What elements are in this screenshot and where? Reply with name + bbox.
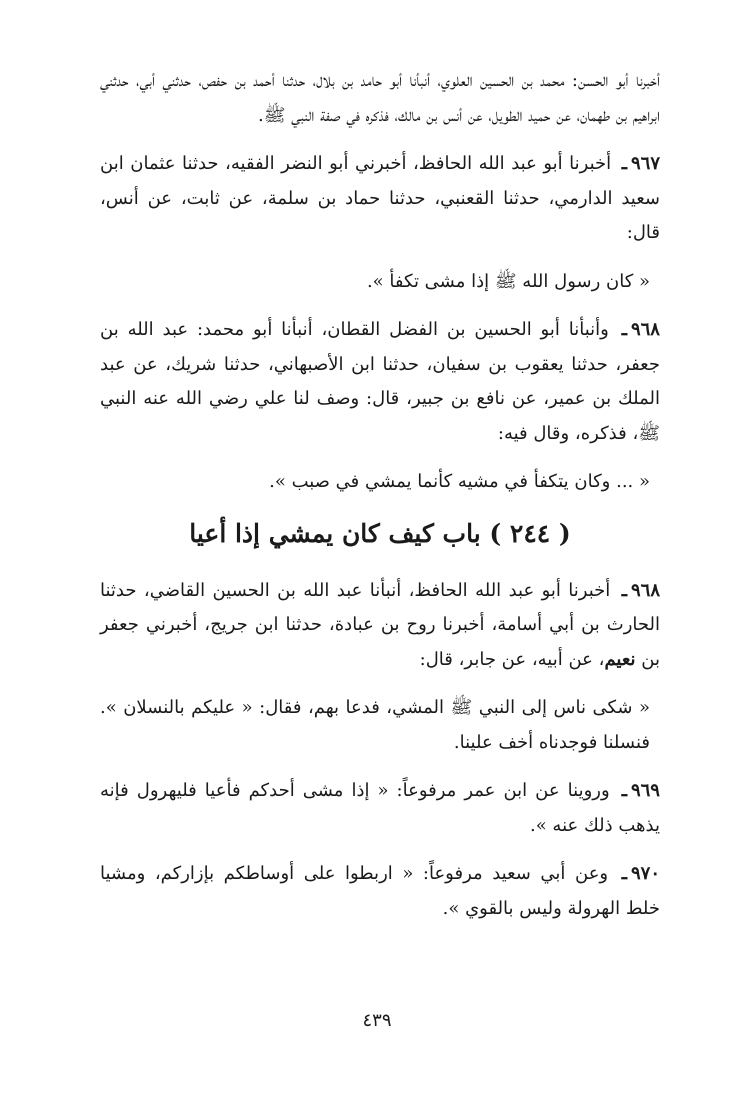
chapter-heading: ( ٢٤٤ ) باب كيف كان يمشي إذا أعيا [189,518,571,548]
hadith-number: ٩٧٠ [630,863,660,884]
hadith-968-a [100,313,660,451]
hadith-number: ٩٦٧ [630,153,660,174]
hadith-968-b [100,574,660,678]
dash-separator: ـ [621,319,627,340]
hadith-967 [100,147,660,251]
paragraph-text: أخبرنا أبو عبد الله الحافظ، أنبأنا عبد الله بن الحسين القاضي، حدثنا الحارث بن أبي أسامة، أخبرنا روح بن عبادة، حدثنا ابن جريج، أخبرني جعفر بن [100,579,660,670]
paragraph-text: وروينا عن ابن عمر مرفوعاً: « إذا مشى أحدكم فأعيا فليهرول فإنه يذهب ذلك عنه ». [100,780,660,836]
quote-text: « كان رسول الله ﷺ إذا مشى تكفأ ». [366,270,650,292]
hadith-number: ٩٦٩ [630,780,660,801]
bold-name: نعيم [604,648,636,670]
paragraph-text: أخبرنا أبو عبد الله الحافظ، أخبرني أبو النضر الفقيه، حدثنا عثمان ابن سعيد الدارمي، حدثنا القعنبي، حدثنا حماد بن سلمة، عن ثابت، عن أنس، قال: [100,153,660,243]
dash-separator: ـ [621,579,627,601]
quote-text: « ... وكان يتكفأ في مشيه كأنما يمشي في صبب ». [269,471,650,492]
paragraph-text: أخبرنا أبو الحسن: محمد بن الحسين العلوي، أنبأنا أبو حامد بن بلال، حدثنا أحمد بن حفص، حدثني أبي، حدثني ابراهيم بن طهمان، عن حميد الطويل، عن أنس بن مالك، فذكره في صفة النبي ﷺ. [100,70,660,126]
hadith-number: ٩٦٨ [630,319,660,340]
paragraph-text: وعن أبي سعيد مرفوعاً: « اربطوا على أوساطكم بإزاركم، ومشيا خلط الهرولة وليس بالقوي ». [100,863,660,919]
dash-separator: ـ [621,153,627,174]
paragraph-text: وأنبأنا أبو الحسين بن الفضل القطان، أنبأنا أبو محمد: عبد الله بن جعفر، حدثنا يعقوب بن سفيان، حدثنا ابن الأصبهاني، حدثنا شريك، عن عبد الملك بن عمير، عن نافع بن جبير، قال: وصف لنا علي رضي الله عنه النبي ﷺ، فذكره، وقال فيه: [100,319,660,444]
paragraph-intro [100,64,660,133]
quote-968-b [100,691,660,760]
hadith-969 [100,774,660,843]
hadith-970 [100,857,660,926]
quote-968-a [100,465,660,500]
page-number: ٤٣٩ [362,1010,392,1031]
hadith-number: ٩٦٨ [630,579,660,601]
dash-separator: ـ [621,780,627,801]
quote-967 [100,265,660,300]
dash-separator: ـ [621,863,627,884]
page-body [100,64,660,1054]
paragraph-text-continued: ، عن أبيه، عن جابر، قال: [419,648,605,670]
quote-text: « شكى ناس إلى النبي ﷺ المشي، فدعا بهم، فقال: « عليكم بالنسلان ». فنسلنا فوجدناه أخف علينا. [100,697,650,753]
